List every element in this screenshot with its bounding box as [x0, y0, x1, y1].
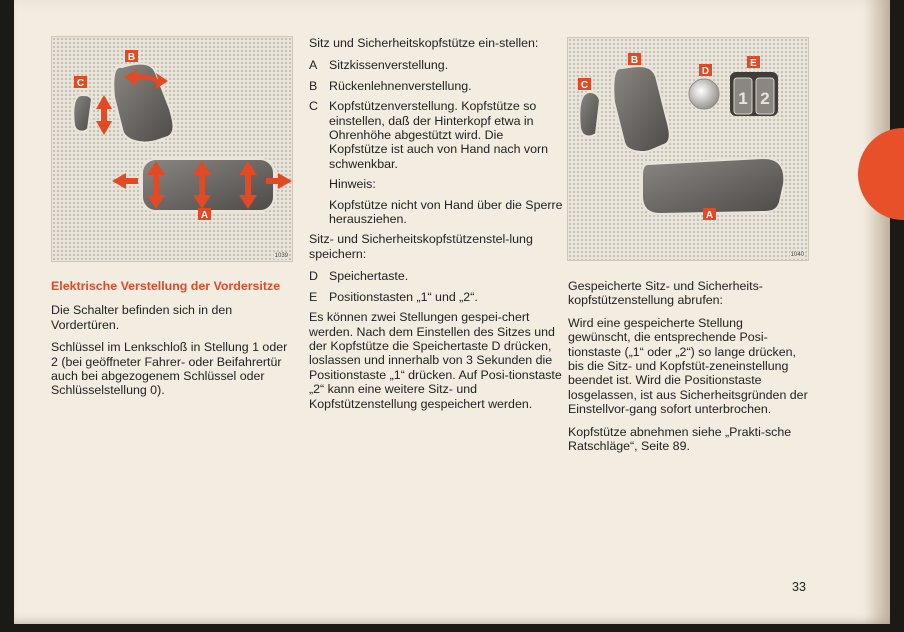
list-item-text: Positionstasten „1“ und „2“.	[329, 289, 478, 304]
list-item-text: Kopfstützenverstellung. Kopfstütze so einstellen, daß der Hinterkopf etwa in Ohrenhöhe abgestützt wird. Die Kopfstütze ist auch von Hand nach vorn schwenkbar.	[329, 99, 549, 171]
section-heading: Elektrische Verstellung der Vordersitze	[51, 279, 281, 293]
hint-label: Hinweis:	[329, 177, 376, 192]
figure2-label-d: D	[701, 66, 710, 77]
list-item	[309, 269, 564, 283]
recall-intro: Gespeicherte Sitz- und Sicherheits-kopfstützenstellung abrufen:	[568, 279, 763, 308]
page-edge-shadow	[864, 0, 890, 624]
figure2-label-c: C	[580, 80, 589, 91]
adjust-intro: Sitz und Sicherheitskopfstütze ein-stellen:	[309, 36, 539, 50]
list-item	[309, 290, 564, 304]
column-left	[51, 279, 291, 406]
headrest-removal-reference: Kopfstütze abnehmen siehe „Prakti-sche Ratschläge“, Seite 89.	[568, 424, 792, 454]
paragraph-switch-location: Die Schalter befinden sich in den Vordertüren.	[51, 303, 233, 332]
list-item-key: E	[309, 289, 318, 304]
figure1-label-c: C	[76, 78, 85, 89]
list-item-text: Speichertaste.	[329, 269, 409, 284]
list-item-key: D	[309, 269, 318, 284]
memory-instructions: Es können zwei Stellungen gespei-chert werden. Nach dem Einstellen des Sitzes und der Kopfstütze die Speichertaste D drücken, loslassen und innerhalb von 3 Sekunden die Positionstaste „1“ drücken. Auf Posi-tionstaste „2“ kann eine weitere Sitz- und Kopfstützenstellung gespeichert werden.	[309, 310, 562, 411]
position-key-1: 1	[738, 89, 748, 108]
list-item-key: B	[309, 78, 318, 93]
figure1-label-a: A	[200, 210, 209, 221]
manual-page	[14, 0, 890, 624]
figure1-label-b: B	[127, 52, 136, 63]
page-number: 33	[792, 580, 806, 594]
list-item-text: Sitzkissenverstellung.	[329, 58, 449, 73]
list-item	[309, 79, 564, 93]
recall-instructions: Wird eine gespeicherte Stellung gewünscht, die entsprechende Posi-tionstaste („1“ oder „2“) so lange drücken, bis die Sitz- und Kopfstüt-zeneinstellung beendet ist. Wird die Positionstaste losgelassen, ist aus Sicherheitsgründen der Einstellvor-gang sofort unterbrochen.	[568, 315, 808, 417]
figure2-label-b: B	[630, 55, 639, 66]
hint-block	[309, 177, 564, 226]
figure2-label-a: A	[705, 210, 714, 221]
figure2-number: 1040	[790, 252, 804, 258]
list-item-key: A	[309, 58, 318, 73]
list-item-text: Rückenlehnenverstellung.	[329, 78, 472, 93]
list-item-key: C	[309, 99, 318, 114]
column-right	[568, 279, 808, 461]
paragraph-key-position: Schlüssel im Lenkschloß in Stellung 1 oder 2 (bei geöffneter Fahrer- oder Beifahrertür auch bei abgezogenem Schlüssel oder Schlüsselstellung 0).	[51, 340, 288, 398]
column-middle	[309, 36, 564, 419]
memory-switch-illustration	[568, 38, 808, 260]
memory-intro: Sitz- und Sicherheitskopfstützenstel-lung speichern:	[309, 232, 533, 261]
figure-seat-switch-controls	[51, 36, 293, 262]
position-key-2: 2	[760, 89, 770, 108]
seat-switch-illustration	[52, 37, 292, 261]
figure2-label-e: E	[750, 58, 757, 69]
list-item	[309, 99, 564, 171]
hint-text: Kopfstütze nicht von Hand über die Sperre herausziehen.	[329, 197, 563, 227]
figure-memory-switch-controls	[567, 37, 809, 261]
figure1-number: 1039	[274, 253, 288, 259]
list-item	[309, 58, 564, 72]
